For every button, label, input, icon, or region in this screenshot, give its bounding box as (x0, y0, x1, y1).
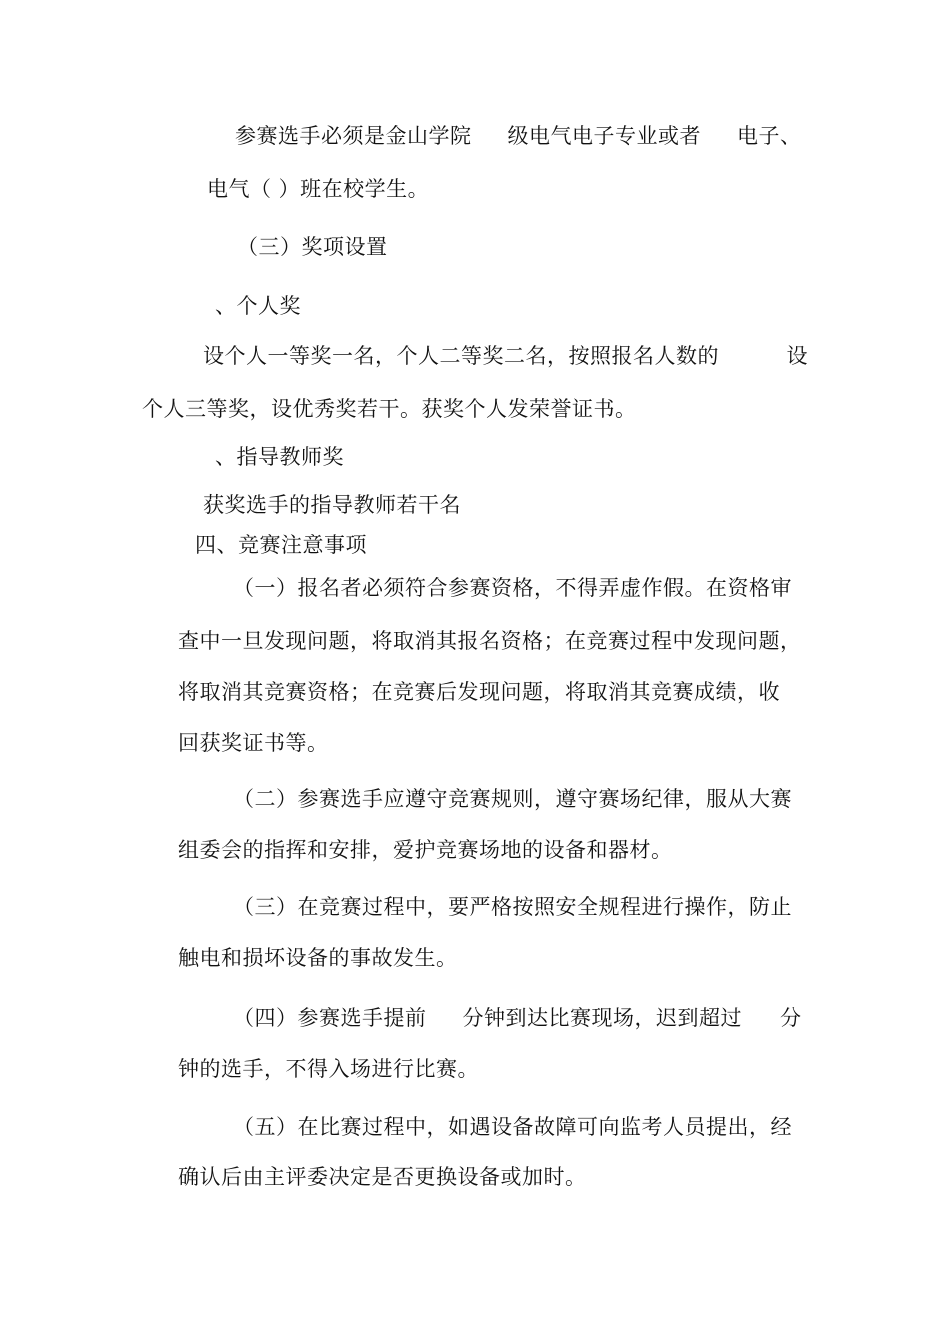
notes-item-3-line-2: 触电和损坏设备的事故发生。 (178, 946, 458, 970)
awards-heading: （三）奖项设置 (237, 235, 388, 259)
personal-award-text-b: 设 (786, 344, 808, 368)
notes-item-2-line-1: （二）参赛选手应遵守竞赛规则，遵守赛场纪律，服从大赛 (233, 787, 792, 811)
eligibility-text-b: 级电气电子专业或者 (507, 124, 701, 148)
notes-item-2-line-2: 组委会的指挥和安排，爱护竞赛场地的设备和器材。 (178, 838, 673, 862)
notes-item-5-line-1: （五）在比赛过程中，如遇设备故障可向监考人员提出，经 (233, 1115, 792, 1139)
teacher-award-line: 获奖选手的指导教师若干名 (203, 493, 461, 517)
notes-item-4-line-2: 钟的选手，不得入场进行比赛。 (178, 1057, 479, 1081)
eligibility-line-2: 电气（ ）班在校学生。 (207, 177, 430, 201)
notes-item-1-line-4: 回获奖证书等。 (178, 731, 329, 755)
notes-item-5-line-2: 确认后由主评委决定是否更换设备或加时。 (178, 1165, 587, 1189)
notes-item-4-text-c: 分 (780, 1006, 802, 1030)
personal-award-line-1 (203, 342, 808, 370)
eligibility-text-a: 参赛选手必须是金山学院 (235, 124, 472, 148)
notes-heading: 四、竞赛注意事项 (195, 533, 367, 557)
notes-item-3-line-1: （三）在竞赛过程中，要严格按照安全规程进行操作，防止 (233, 895, 792, 919)
eligibility-line-1 (235, 122, 802, 150)
notes-item-1-line-1: （一）报名者必须符合参赛资格，不得弄虚作假。在资格审 (233, 576, 792, 600)
eligibility-text-c: 电子、 (737, 124, 802, 148)
personal-award-line-2: 个人三等奖，设优秀奖若干。获奖个人发荣誉证书。 (142, 397, 637, 421)
notes-item-4-text-a: （四）参赛选手提前 (233, 1006, 427, 1030)
personal-award-heading: 、个人奖 (215, 294, 301, 318)
personal-award-text-a: 设个人一等奖一名，个人二等奖二名，按照报名人数的 (203, 344, 719, 368)
teacher-award-heading: 、指导教师奖 (215, 445, 344, 469)
notes-item-4-line-1 (233, 1004, 808, 1032)
notes-item-1-line-2: 查中一旦发现问题，将取消其报名资格；在竞赛过程中发现问题， (178, 629, 802, 653)
notes-item-1-line-3: 将取消其竞赛资格；在竞赛后发现问题，将取消其竞赛成绩，收 (178, 680, 780, 704)
notes-item-4-text-b: 分钟到达比赛现场，迟到超过 (462, 1006, 742, 1030)
